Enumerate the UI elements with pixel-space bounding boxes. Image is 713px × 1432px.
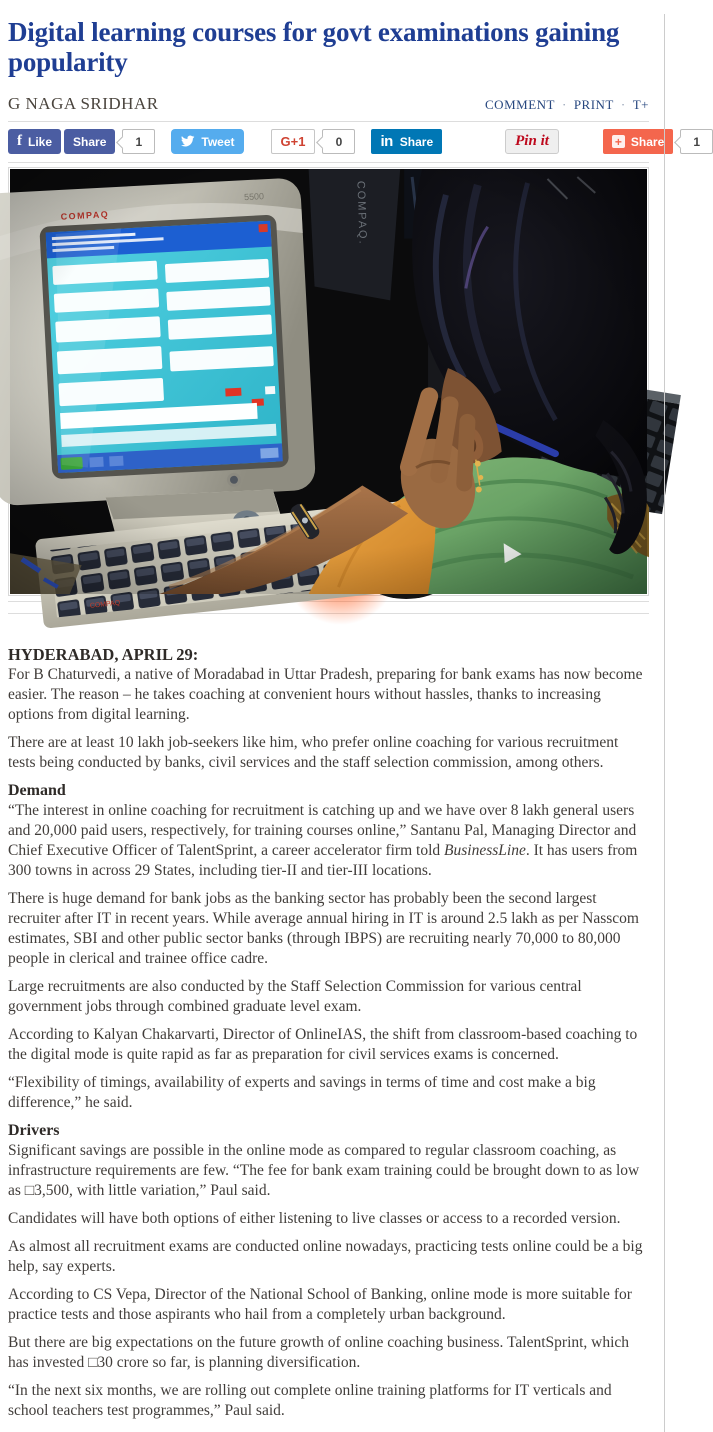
plus-icon: + <box>612 135 625 148</box>
pinterest-label: Pin it <box>515 133 549 149</box>
addthis-share-label: Share <box>630 134 665 149</box>
article-paragraph <box>8 1209 649 1229</box>
share-toolbar <box>8 122 701 162</box>
right-column-divider <box>664 14 665 1432</box>
paragraph-text: Candidates will have both options of either listening to live classes or access to a recorded version. <box>8 1210 621 1227</box>
paragraph-text: For B Chaturvedi, a native of Moradabad in Uttar Pradesh, preparing for bank exams has now become easier. The reason – he takes coaching at convenient hours without hassles, thanks to increasing options from digital learning. <box>8 666 643 723</box>
facebook-like-button[interactable] <box>8 129 61 154</box>
linkedin-icon: in <box>380 133 393 150</box>
article-paragraph <box>8 665 649 725</box>
paragraph-text: Large recruitments are also conducted by the Staff Selection Commission for various central government jobs through combined graduate level exam. <box>8 978 582 1015</box>
article-body <box>8 644 649 1421</box>
facebook-count-badge: 1 <box>122 129 155 154</box>
article-paragraph <box>8 1237 649 1277</box>
pinterest-button[interactable] <box>505 129 559 154</box>
paragraph-text: Significant savings are possible in the online mode as compared to regular classroom coaching, as infrastructure requirements are few. “The fee for bank exam training could be brought down to as low as □3,500, with little variation,” Paul said. <box>8 1142 640 1199</box>
section-heading: Demand <box>8 782 66 799</box>
gplus-count-badge: 0 <box>322 129 355 154</box>
article-photo <box>8 167 649 610</box>
page-title: Digital learning courses for govt examinations gaining popularity <box>8 17 620 77</box>
article-blocks <box>8 665 649 1421</box>
print-link[interactable]: PRINT <box>573 97 614 112</box>
article-paragraph <box>8 1025 649 1065</box>
article-section <box>8 781 649 881</box>
dateline: HYDERABAD, APRIL 29: <box>8 645 199 664</box>
separator-dot: · <box>620 97 626 112</box>
paragraph-text: “Flexibility of timings, availability of experts and savings in terms of time and cost make a big difference,” he said. <box>8 1074 596 1111</box>
article-actions <box>485 97 649 113</box>
keyboard-brand-label: COMPAQ <box>89 599 121 610</box>
article-paragraph <box>8 1073 649 1113</box>
addthis-share-button[interactable] <box>603 129 673 154</box>
paragraph-text: According to Kalyan Chakarvarti, Director of OnlineIAS, the shift from classroom-based coaching to the digital mode is quite rapid as far as preparation for civil services exams is concerned. <box>8 1026 638 1063</box>
paragraph-text: As almost all recruitment exams are conducted online nowadays, practicing tests online could be a big help, say experts. <box>8 1238 643 1275</box>
paragraph-text: There is huge demand for bank jobs as the banking sector has probably been the second largest recruiter after IT in recent years. While average annual hiring in IT is around 2.5 lakh as per Nasscom estimates, SBI and other public sector banks (through IBPS) are recruiting nearly 70,000 to 80,000 people in clerical and trainee office cadre. <box>8 890 639 967</box>
comment-link[interactable]: COMMENT <box>485 97 555 112</box>
article-section <box>8 1121 649 1201</box>
byline-row <box>8 94 649 121</box>
paragraph-text: But there are big expectations on the future growth of online coaching business. TalentSprint, which has invested □30 crore so far, is planning diversification. <box>8 1334 630 1371</box>
tweet-label: Tweet <box>201 134 235 149</box>
photo-illustration <box>10 169 647 610</box>
divider <box>8 162 649 163</box>
linkedin-share-button[interactable] <box>371 129 442 154</box>
section-heading: Drivers <box>8 1122 60 1139</box>
paragraph-text: “The interest in online coaching for recruitment is catching up and we have over 8 lakh general users and 20,000 paid users, respectively, for training courses online,” Santanu Pal, Managing Director and Chief Executive Officer of TalentSprint, a career accelerator firm told BusinessLine. It has users from 300 towns in across 29 States, including tier-II and tier-III locations. <box>8 802 638 879</box>
twitter-bird-icon <box>180 135 195 148</box>
gplus-button[interactable] <box>271 129 316 154</box>
linkedin-share-label: Share <box>399 134 434 149</box>
paragraph-text: According to CS Vepa, Director of the National School of Banking, online mode is more suitable for practice tests and those aspirants who hail from a completely urban background. <box>8 1286 632 1323</box>
article-paragraph <box>8 1381 649 1421</box>
separator-dot: · <box>561 97 567 112</box>
facebook-share-label: Share <box>73 134 107 149</box>
addthis-count-badge: 1 <box>680 129 713 154</box>
article-paragraph <box>8 733 649 773</box>
article-paragraph <box>8 1333 649 1373</box>
text-size-link[interactable]: T+ <box>632 97 649 112</box>
paragraph-text: There are at least 10 lakh job-seekers like him, who prefer online coaching for various recruitment tests being conducted by banks, civil services and the staff selection commission, among others. <box>8 734 619 771</box>
gplus-label: G+1 <box>280 134 306 149</box>
article-paragraph <box>8 1285 649 1325</box>
tweet-button[interactable] <box>171 129 243 154</box>
facebook-like-label: Like <box>28 134 53 149</box>
paragraph-text: “In the next six months, we are rolling out complete online training platforms for IT verticals and school teachers test programmes,” Paul said. <box>8 1382 612 1419</box>
article-paragraph <box>8 889 649 969</box>
author-name: G NAGA SRIDHAR <box>8 94 159 113</box>
facebook-icon: f <box>17 133 22 149</box>
facebook-share-button[interactable] <box>64 129 115 154</box>
article-paragraph <box>8 977 649 1017</box>
